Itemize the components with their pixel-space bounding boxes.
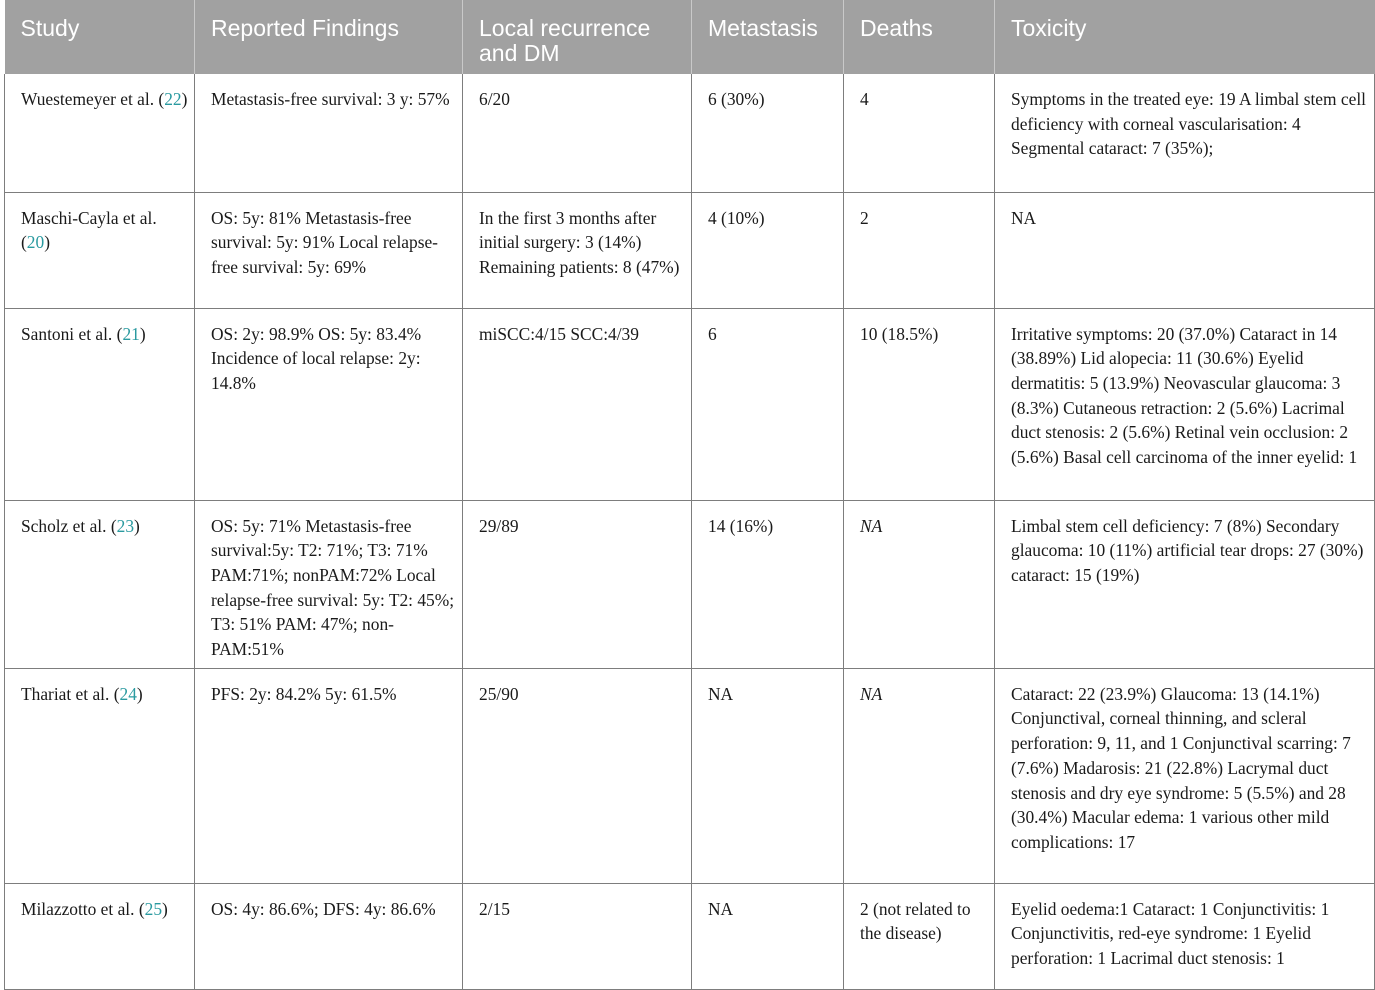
results-table (4, 0, 1375, 990)
header-local-recurrence: Local recurrence and DM (463, 0, 692, 74)
findings-cell: OS: 5y: 71% Metastasis-free survival:5y: T2: 71%; T3: 71% PAM:71%; nonPAM:72% Local relapse-free survival: 5y: T2: 45%; T3: 51% PAM: 47%; non-PAM:51% (195, 500, 463, 668)
table-row (5, 74, 1375, 192)
study-cell: Maschi-Cayla et al. (20) (5, 192, 195, 308)
toxicity-cell: Irritative symptoms: 20 (37.0%) Cataract in 14 (38.89%) Lid alopecia: 11 (30.6%) Eyelid dermatitis: 5 (13.9%) Neovascular glaucoma: 3 (8.3%) Cutaneous retraction: 2 (5.6%) Lacrimal duct stenosis: 2 (5.6%) Retinal vein occlusion: 2 (5.6%) Basal cell carcinoma of the inner eyelid: 1 (995, 308, 1375, 500)
study-name: Scholz et al. (21, 515, 107, 536)
metastasis-cell: NA (692, 883, 844, 989)
findings-cell: OS: 4y: 86.6%; DFS: 4y: 86.6% (195, 883, 463, 989)
recurrence-cell: 25/90 (463, 668, 692, 883)
study-cell: Thariat et al. (24) (5, 668, 195, 883)
reference-link[interactable]: 23 (116, 515, 135, 536)
table-row (5, 883, 1375, 989)
reference-link[interactable]: 25 (144, 898, 163, 919)
study-cell: Santoni et al. (21) (5, 308, 195, 500)
toxicity-cell: Symptoms in the treated eye: 19 A limbal stem cell deficiency with corneal vascularisation: 4 Segmental cataract: 7 (35%); (995, 74, 1375, 192)
study-name: Milazzotto et al. (21, 898, 135, 919)
reference-link[interactable]: 20 (26, 232, 45, 253)
study-cell: Milazzotto et al. (25) (5, 883, 195, 989)
findings-cell: OS: 2y: 98.9% OS: 5y: 83.4% Incidence of local relapse: 2y: 14.8% (195, 308, 463, 500)
metastasis-cell: 4 (10%) (692, 192, 844, 308)
study-name: Thariat et al. (21, 683, 110, 704)
findings-cell: OS: 5y: 81% Metastasis-free survival: 5y: 91% Local relapse-free survival: 5y: 69% (195, 192, 463, 308)
recurrence-cell: 29/89 (463, 500, 692, 668)
header-study: Study (5, 0, 195, 74)
study-name: Santoni et al. (21, 323, 113, 344)
study-name: Maschi-Cayla et al. (21, 207, 157, 228)
metastasis-cell: 6 (30%) (692, 74, 844, 192)
metastasis-cell: 6 (692, 308, 844, 500)
table-row (5, 500, 1375, 668)
findings-cell: PFS: 2y: 84.2% 5y: 61.5% (195, 668, 463, 883)
metastasis-cell: NA (692, 668, 844, 883)
table-row (5, 668, 1375, 883)
deaths-cell: NA (844, 500, 995, 668)
recurrence-cell: miSCC:4/15 SCC:4/39 (463, 308, 692, 500)
toxicity-cell: Limbal stem cell deficiency: 7 (8%) Secondary glaucoma: 10 (11%) artificial tear drops: 27 (30%) cataract: 15 (19%) (995, 500, 1375, 668)
recurrence-cell: 2/15 (463, 883, 692, 989)
table-row (5, 308, 1375, 500)
study-name: Wuestemeyer et al. (21, 89, 155, 109)
header-toxicity: Toxicity (995, 0, 1375, 74)
reference-link[interactable]: 24 (119, 683, 137, 704)
header-deaths: Deaths (844, 0, 995, 74)
findings-cell: Metastasis-free survival: 3 y: 57% (195, 74, 463, 192)
table-row (5, 192, 1375, 308)
study-cell: Scholz et al. (23) (5, 500, 195, 668)
toxicity-cell: Eyelid oedema:1 Cataract: 1 Conjunctivitis: 1 Conjunctivitis, red-eye syndrome: 1 Eyelid perforation: 1 Lacrimal duct stenosis: 1 (995, 883, 1375, 989)
reference-link[interactable]: 21 (122, 323, 140, 344)
deaths-cell: 2 (844, 192, 995, 308)
recurrence-cell: 6/20 (463, 74, 692, 192)
toxicity-cell: NA (995, 192, 1375, 308)
deaths-cell: 2 (not related to the disease) (844, 883, 995, 989)
study-cell: Wuestemeyer et al. (22) (5, 74, 195, 192)
metastasis-cell: 14 (16%) (692, 500, 844, 668)
reference-link[interactable]: 22 (164, 89, 182, 109)
toxicity-cell: Cataract: 22 (23.9%) Glaucoma: 13 (14.1%) Conjunctival, corneal thinning, and scleral perforation: 9, 11, and 1 Conjunctival scarring: 7 (7.6%) Madarosis: 21 (22.8%) Lacrymal duct stenosis and dry eye syndrome: 5 (5.5%) and 28 (30.4%) Macular edema: 1 various other mild complications: 17 (995, 668, 1375, 883)
header-metastasis: Metastasis (692, 0, 844, 74)
recurrence-cell: In the first 3 months after initial surgery: 3 (14%) Remaining patients: 8 (47%) (463, 192, 692, 308)
deaths-cell: NA (844, 668, 995, 883)
header-row (5, 0, 1375, 74)
deaths-cell: 10 (18.5%) (844, 308, 995, 500)
deaths-cell: 4 (844, 74, 995, 192)
header-reported-findings: Reported Findings (195, 0, 463, 74)
